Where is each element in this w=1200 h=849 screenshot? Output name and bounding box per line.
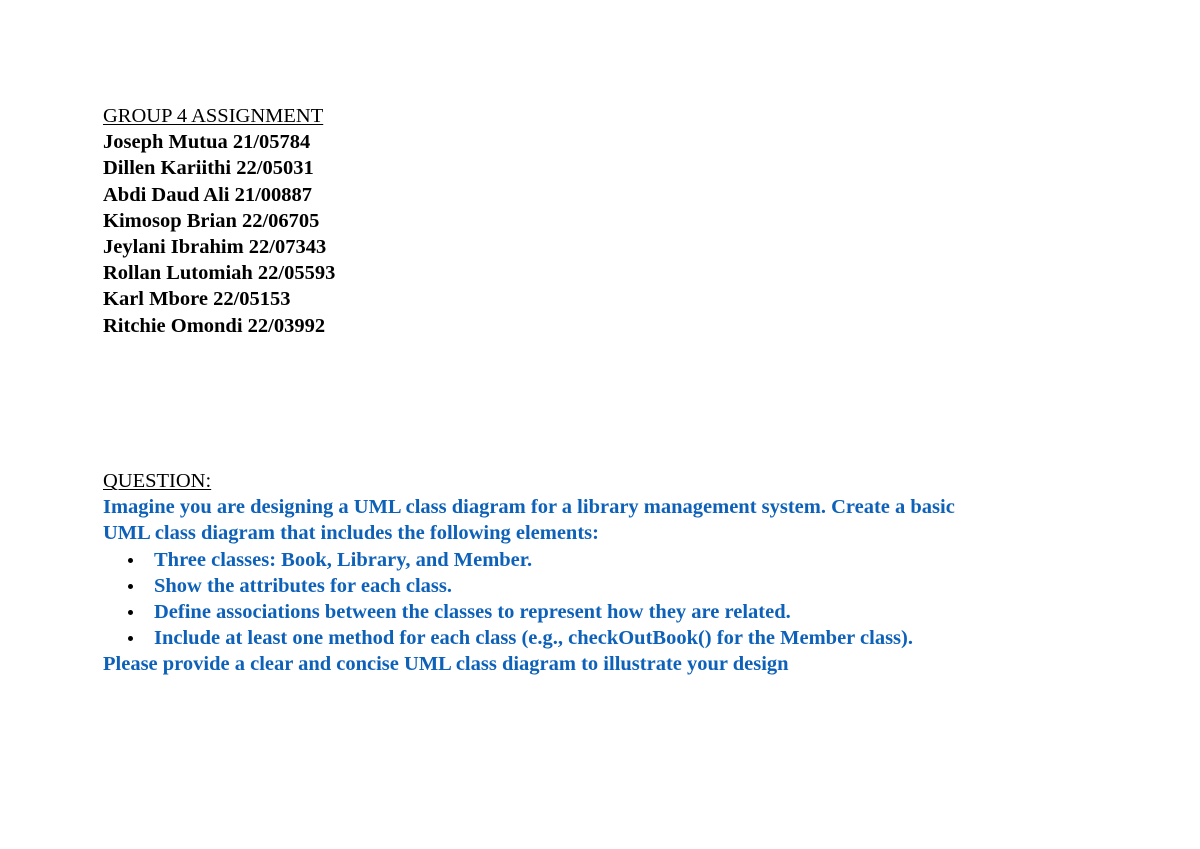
requirements-list — [103, 547, 1093, 652]
question-section — [103, 468, 1093, 678]
requirement-item — [103, 625, 1093, 651]
requirement-item — [103, 547, 1093, 573]
group-member: Rollan Lutomiah 22/05593 — [103, 262, 336, 285]
assignment-header — [103, 103, 335, 339]
bullet-icon — [128, 636, 133, 641]
group-member: Ritchie Omondi 22/03992 — [103, 314, 326, 337]
bullet-icon — [128, 610, 133, 615]
question-intro-line-1: Imagine you are designing a UML class diagram for a library management system. Create a basic — [103, 496, 955, 519]
requirement-text: Show the attributes for each class. — [154, 574, 452, 597]
question-heading: QUESTION: — [103, 470, 212, 492]
group-member: Kimosop Brian 22/06705 — [103, 209, 320, 232]
bullet-icon — [128, 584, 133, 589]
requirement-text: Define associations between the classes to represent how they are related. — [154, 601, 791, 624]
requirement-item — [103, 599, 1093, 625]
group-member: Abdi Daud Ali 21/00887 — [103, 183, 313, 206]
group-member: Dillen Kariithi 22/05031 — [103, 157, 314, 180]
assignment-title: GROUP 4 ASSIGNMENT — [103, 105, 324, 127]
question-intro-line-2: UML class diagram that includes the following elements: — [103, 522, 599, 545]
question-closing: Please provide a clear and concise UML class diagram to illustrate your design — [103, 653, 789, 676]
group-member: Karl Mbore 22/05153 — [103, 288, 291, 311]
group-member-list — [103, 129, 335, 339]
bullet-icon — [128, 558, 133, 563]
requirement-text: Three classes: Book, Library, and Member. — [154, 548, 533, 571]
requirement-item — [103, 573, 1093, 599]
group-member: Jeylani Ibrahim 22/07343 — [103, 236, 327, 259]
requirement-text: Include at least one method for each class (e.g., checkOutBook() for the Member class). — [154, 627, 913, 650]
group-member: Joseph Mutua 21/05784 — [103, 131, 311, 154]
